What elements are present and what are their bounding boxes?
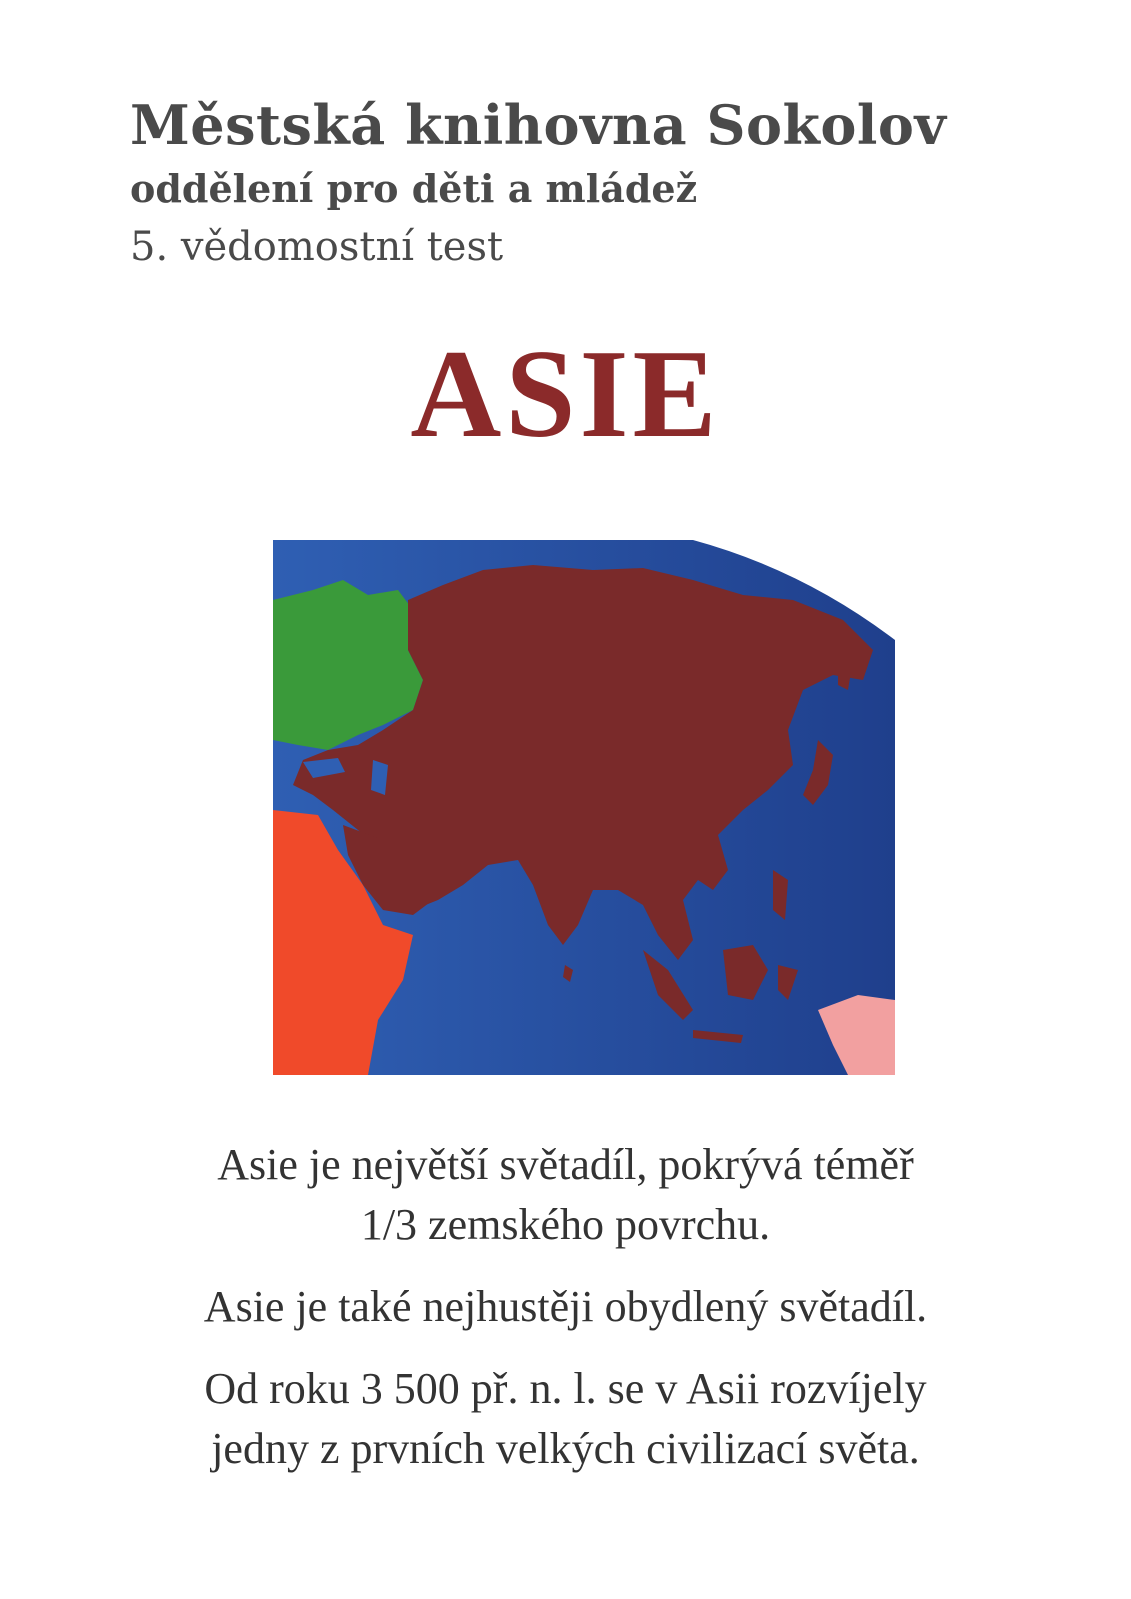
library-name: Městská knihovna Sokolov xyxy=(130,93,947,157)
facts-section xyxy=(0,1135,1131,1501)
fact-line: Od roku 3 500 př. n. l. se v Asii rozvíjely xyxy=(204,1364,927,1413)
main-title: ASIE xyxy=(410,325,721,464)
fact-line: 1/3 zemského povrchu. xyxy=(360,1200,771,1249)
fact-paragraph xyxy=(0,1135,1131,1255)
fact-line: jedny z prvních velkých civilizací světa. xyxy=(211,1424,920,1473)
fact-line: Asie je také nejhustěji obydlený světadíl. xyxy=(203,1282,928,1331)
department-name: oddělení pro děti a mládež xyxy=(130,166,698,211)
fact-line: Asie je největší světadíl, pokrývá téměř xyxy=(217,1140,914,1189)
fact-paragraph xyxy=(0,1277,1131,1337)
header-block xyxy=(130,90,1030,276)
caspian-sea xyxy=(371,760,388,795)
asia-map-image xyxy=(273,540,895,1075)
fact-paragraph xyxy=(0,1359,1131,1479)
asia-map-svg xyxy=(273,540,895,1075)
test-label: 5. vědomostní test xyxy=(130,224,504,270)
